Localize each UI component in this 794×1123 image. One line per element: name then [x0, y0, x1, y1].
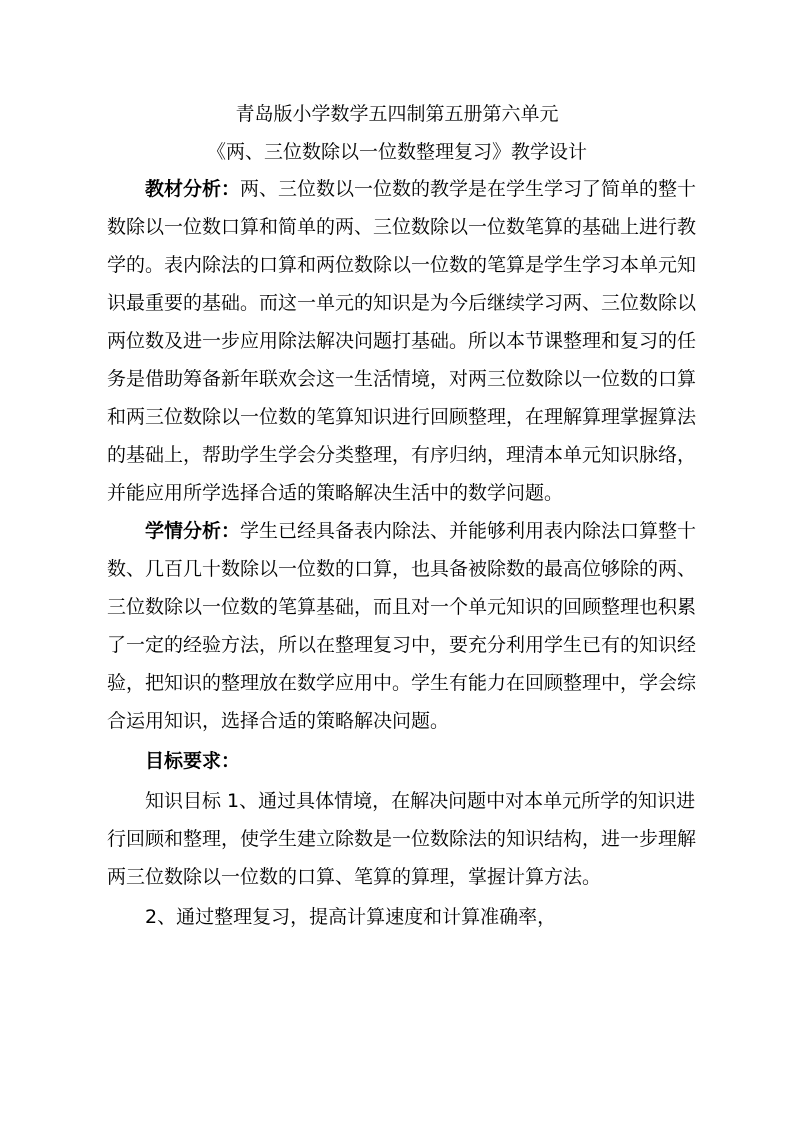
section-student-analysis-line-1: [145, 519, 697, 543]
paragraph-text: 学生已经具备表内除法、并能够利用表内除法口算整十: [240, 520, 697, 542]
section-student-analysis-heading: 学情分析：: [145, 520, 241, 542]
paragraph-line: 和两三位数除以一位数的笔算知识进行回顾整理，在理解算理掌握算法: [107, 406, 697, 428]
paragraph-line: 务是借助筹备新年联欢会这一生活情境，对两三位数除以一位数的口算: [107, 368, 697, 390]
paragraph-line: 验，把知识的整理放在数学应用中。学生有能力在回顾整理中，学会综: [107, 672, 697, 694]
paragraph-line: 学的。表内除法的口算和两位数除以一位数的笔算是学生学习本单元知: [107, 254, 697, 276]
section-material-analysis-line-1: [145, 177, 697, 201]
document-title-line-2: 《两、三位数除以一位数整理复习》教学设计: [206, 141, 587, 163]
paragraph-text: 两、三位数以一位数的教学是在学生学习了简单的整十: [240, 178, 697, 200]
paragraph-line: 两三位数除以一位数的口算、笔算的算理，掌握计算方法。: [107, 866, 602, 888]
paragraph-line: 行回顾和整理，使学生建立除数是一位数除法的知识结构，进一步理解: [107, 828, 697, 850]
section-material-analysis-heading: 教材分析：: [145, 178, 241, 200]
document-title-line-1: 青岛版小学数学五四制第五册第六单元: [235, 103, 559, 125]
paragraph-line: 的基础上，帮助学生学会分类整理，有序归纳，理清本单元知识脉络，: [107, 444, 697, 466]
section-goals-heading: 目标要求：: [145, 750, 241, 772]
paragraph-line: 数、几百几十数除以一位数的口算，也具备被除数的最高位够除的两、: [107, 558, 697, 580]
paragraph-line: 2、通过整理复习，提高计算速度和计算准确率，: [145, 906, 557, 928]
paragraph-line: 数除以一位数口算和简单的两、三位数除以一位数笔算的基础上进行教: [107, 216, 697, 238]
paragraph-line: 两位数及进一步应用除法解决问题打基础。所以本节课整理和复习的任: [107, 330, 697, 352]
paragraph-line: 三位数除以一位数的笔算基础，而且对一个单元知识的回顾整理也积累: [107, 596, 697, 618]
paragraph-line: 并能应用所学选择合适的策略解决生活中的数学问题。: [107, 482, 564, 504]
paragraph-line: 了一定的经验方法，所以在整理复习中，要充分利用学生已有的知识经: [107, 634, 697, 656]
paragraph-line: 合运用知识，选择合适的策略解决问题。: [107, 710, 450, 732]
paragraph-line: 识最重要的基础。而这一单元的知识是为今后继续学习两、三位数除以: [107, 292, 697, 314]
paragraph-line: 知识目标 1、通过具体情境，在解决问题中对本单元所学的知识进: [145, 790, 696, 812]
